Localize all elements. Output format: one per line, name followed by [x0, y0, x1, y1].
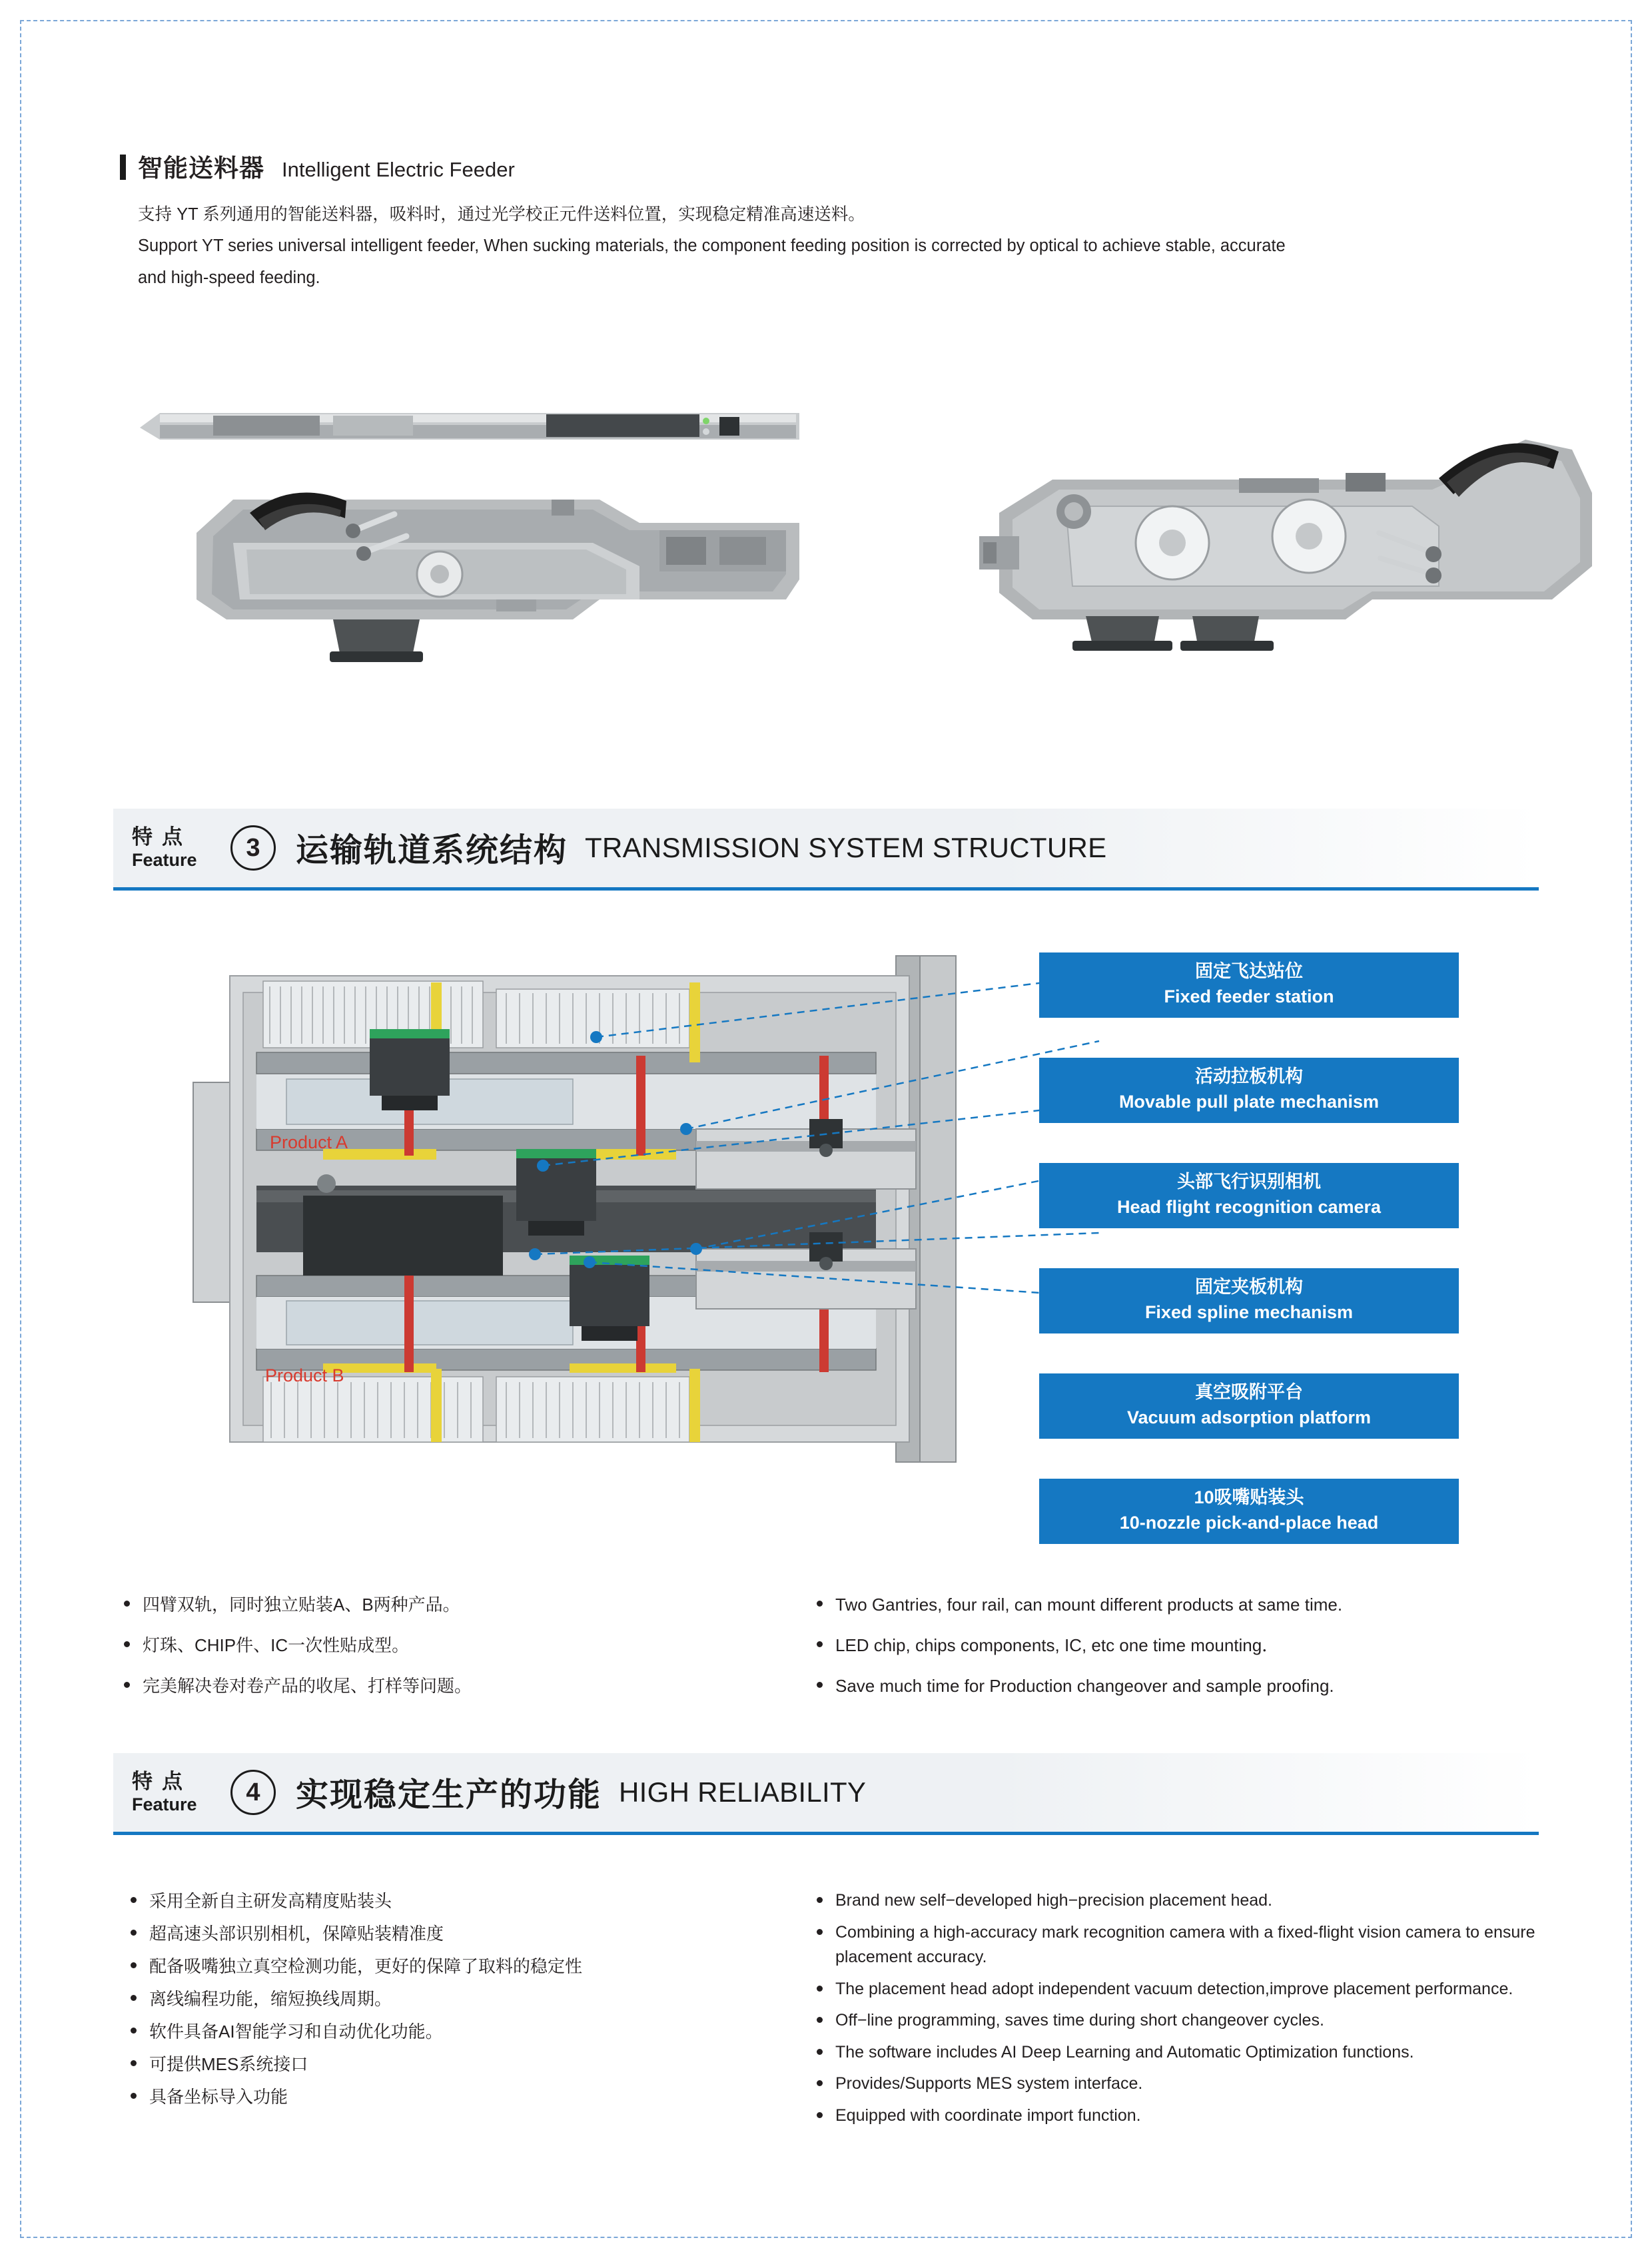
list-item: Two Gantries, four rail, can mount different products at same time.	[813, 1592, 1545, 1618]
list-item: Provides/Supports MES system interface.	[813, 2071, 1552, 2097]
feature-4-bullets-cn	[127, 1888, 806, 2117]
feature-3-word	[132, 827, 225, 870]
list-item: 配备吸嘴独立真空检测功能，更好的保障了取料的稳定性	[127, 1954, 806, 1980]
callout-fixed-feeder-station	[1039, 952, 1459, 1018]
feature-4-word	[132, 1771, 225, 1814]
feeder-title-cn: 智能送料器	[138, 155, 264, 182]
title-accent-bar	[120, 155, 126, 180]
list-item: 可提供MES系统接口	[127, 2052, 806, 2077]
list-item: LED chip, chips components, IC, etc one time mounting．	[813, 1633, 1545, 1659]
callout-5-cn: 10吸嘴贴装头	[1194, 1487, 1304, 1507]
feature-4-word-en: Feature	[132, 1794, 197, 1815]
callout-0-cn: 固定飞达站位	[1195, 961, 1303, 981]
callout-0-en: Fixed feeder station	[1164, 986, 1334, 1006]
product-b-label: Product B	[265, 1365, 344, 1385]
feature-3-word-en: Feature	[132, 850, 197, 871]
feature-4-word-cn: 特点	[132, 1769, 192, 1793]
callout-ten-nozzle-head	[1039, 1479, 1459, 1544]
list-item: 采用全新自主研发高精度贴装头	[127, 1888, 806, 1914]
feeder-title-en: Intelligent Electric Feeder	[282, 158, 515, 181]
feature-4-title-cn: 实现稳定生产的功能	[296, 1777, 602, 1813]
list-item: 完美解决卷对卷产品的收尾、打样等问题。	[120, 1673, 786, 1699]
feature-3-bullets-en	[813, 1592, 1545, 1714]
feeder-description	[138, 201, 1510, 292]
transmission-system-diagram	[170, 929, 1102, 1482]
feeder-photo-left	[133, 400, 799, 693]
callout-1-cn: 活动拉板机构	[1195, 1066, 1303, 1086]
list-item: 四臂双轨，同时独立贴装A、B两种产品。	[120, 1592, 786, 1618]
feeder-section-header	[120, 148, 1532, 296]
callout-4-cn: 真空吸附平台	[1195, 1382, 1303, 1402]
list-item: Off−line programming, saves time during short changeover cycles.	[813, 2008, 1552, 2034]
callout-5-en: 10-nozzle pick-and-place head	[1119, 1512, 1379, 1533]
feature-4-number: 4	[230, 1770, 276, 1815]
feeder-desc-en-1: Support YT series universal intelligent feeder, When sucking materials, the component feeding position is corrected by optical to achieve stable, accurate	[138, 236, 1286, 256]
callout-head-flight-camera	[1039, 1163, 1459, 1228]
callout-movable-pull-plate	[1039, 1058, 1459, 1123]
feeder-desc-en-2: and high-speed feeding.	[138, 268, 320, 287]
feature-3-banner	[113, 809, 1539, 891]
callout-2-cn: 头部飞行识别相机	[1177, 1172, 1321, 1192]
feeder-title-row	[120, 148, 1532, 184]
feeder-photo-right	[973, 400, 1599, 679]
callout-2-en: Head flight recognition camera	[1116, 1196, 1382, 1217]
feature-3-bullets-cn	[120, 1592, 786, 1714]
list-item: 离线编程功能，缩短换线周期。	[127, 1986, 806, 2012]
callout-3-en: Fixed spline mechanism	[1144, 1302, 1354, 1322]
list-item: 具备坐标导入功能	[127, 2084, 806, 2110]
callout-1-en: Movable pull plate mechanism	[1118, 1091, 1380, 1112]
list-item: The placement head adopt independent vacuum detection,improve placement performance.	[813, 1977, 1552, 2002]
feeder-desc-cn: 支持 YT 系列通用的智能送料器，吸料时，通过光学校正元件送料位置，实现稳定精准高速送料。	[138, 205, 865, 224]
callout-vacuum-platform	[1039, 1373, 1459, 1439]
list-item: Save much time for Production changeover and sample proofing.	[813, 1673, 1545, 1699]
callout-3-cn: 固定夹板机构	[1195, 1277, 1303, 1297]
callout-4-en: Vacuum adsorption platform	[1126, 1407, 1372, 1427]
feature-3-title-en: TRANSMISSION SYSTEM STRUCTURE	[585, 832, 1107, 863]
feature-4-banner	[113, 1753, 1539, 1835]
callout-fixed-spline	[1039, 1268, 1459, 1333]
feature-3-word-cn: 特点	[132, 825, 192, 849]
feature-3-number: 3	[230, 825, 276, 871]
product-a-label: Product A	[270, 1132, 348, 1152]
feature-3-title-cn: 运输轨道系统结构	[296, 833, 568, 869]
list-item: 灯珠、CHIP件、IC一次性贴成型。	[120, 1633, 786, 1659]
list-item: Brand new self−developed high−precision placement head.	[813, 1888, 1552, 1914]
list-item: 超高速头部识别相机，保障贴装精准度	[127, 1921, 806, 1947]
feature-4-bullets-en	[813, 1888, 1552, 2135]
feeder-photo-area	[120, 400, 1539, 713]
list-item: Equipped with coordinate import function.	[813, 2103, 1552, 2129]
list-item: Combining a high-accuracy mark recognition camera with a fixed-flight vision camera to ensure placement accuracy.	[813, 1920, 1552, 1970]
feature-4-title-en: HIGH RELIABILITY	[619, 1776, 867, 1808]
list-item: 软件具备AI智能学习和自动优化功能。	[127, 2019, 806, 2045]
list-item: The software includes AI Deep Learning and Automatic Optimization functions.	[813, 2040, 1552, 2066]
